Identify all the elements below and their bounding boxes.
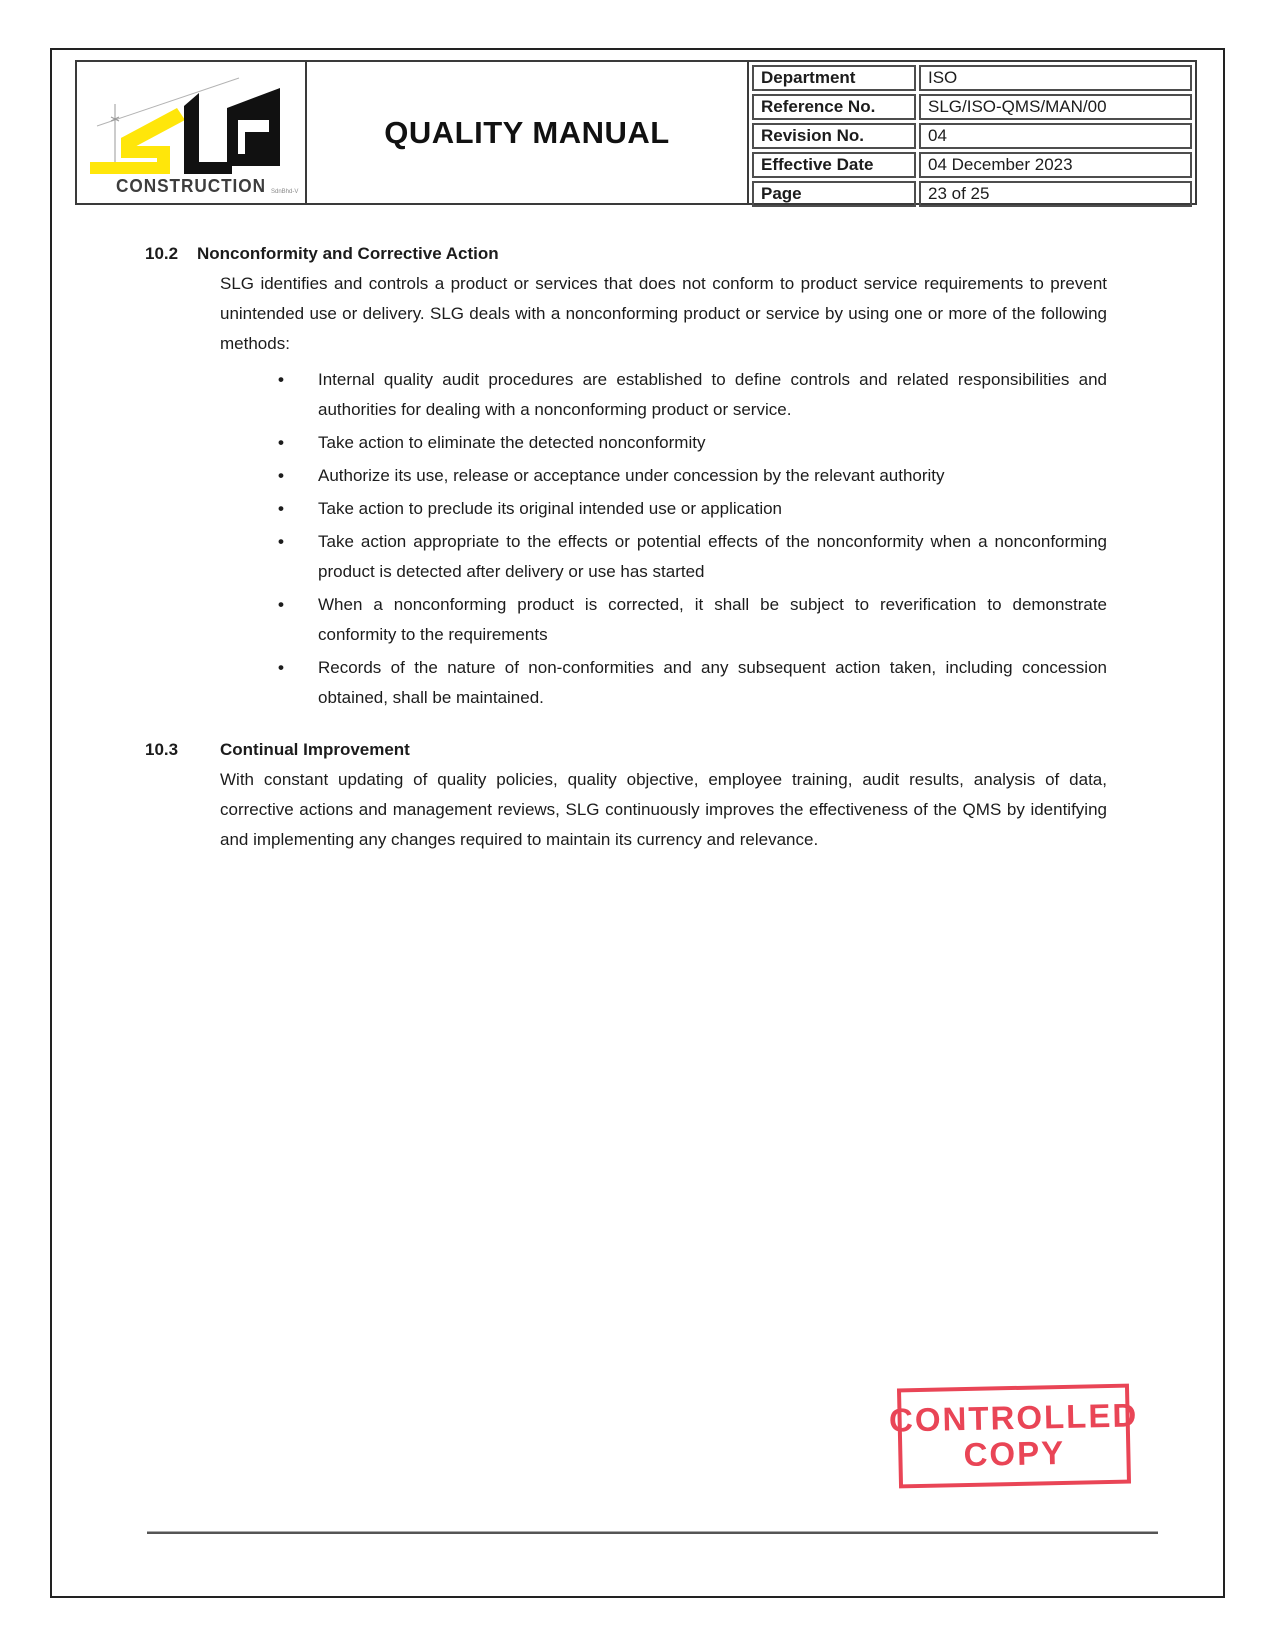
document-info-table <box>749 62 1195 210</box>
info-label: Department <box>752 65 916 91</box>
controlled-copy-stamp <box>888 1384 1139 1489</box>
bullet-item <box>145 461 1107 491</box>
info-value: 04 December 2023 <box>919 152 1192 178</box>
bullet-icon: • <box>278 499 284 518</box>
document-info-cell <box>749 62 1195 203</box>
info-row-page <box>752 181 1192 207</box>
footer-divider <box>147 1531 1158 1534</box>
section-10-2-heading <box>145 239 1107 269</box>
stamp-line-2: COPY <box>963 1433 1066 1474</box>
section-10-2-paragraph: SLG identifies and controls a product or services that does not conform to product service requirements to prevent unintended use or delivery. SLG deals with a nonconforming product or service by using one or more of the following methods: <box>220 274 1107 353</box>
logo-subtext: SdnBhd-V <box>271 189 299 195</box>
info-value: 04 <box>919 123 1192 149</box>
title-cell <box>307 62 749 203</box>
logo-letter-g-icon <box>227 88 280 166</box>
bullet-text: Authorize its use, release or acceptance under concession by the relevant authority <box>318 466 945 485</box>
info-row-department <box>752 65 1192 91</box>
bullet-text: Take action appropriate to the effects or potential effects of the nonconformity when a nonconforming product is detected after delivery or use has started <box>318 532 1107 581</box>
company-logo-cell <box>77 62 307 203</box>
bullet-item <box>145 494 1107 524</box>
bullet-item <box>145 428 1107 458</box>
bullet-text: Take action to eliminate the detected nonconformity <box>318 433 706 452</box>
bullet-icon: • <box>278 532 284 551</box>
nonconformity-bullet-list <box>145 365 1107 713</box>
logo-letter-s-icon <box>90 108 185 174</box>
bullet-text: Internal quality audit procedures are established to define controls and related responsibilities and authorities for dealing with a nonconforming product or service. <box>318 370 1107 419</box>
section-title: Nonconformity and Corrective Action <box>197 244 499 263</box>
info-label: Reference No. <box>752 94 916 120</box>
info-label: Revision No. <box>752 123 916 149</box>
bullet-icon: • <box>278 433 284 452</box>
section-number: 10.2 <box>145 244 179 263</box>
bullet-text: Records of the nature of non-conformities and any subsequent action taken, including concession obtained, shall be maintained. <box>318 658 1107 707</box>
bullet-item <box>145 590 1107 650</box>
document-title: QUALITY MANUAL <box>384 114 670 150</box>
section-number: 10.3 <box>145 740 179 759</box>
bullet-icon: • <box>278 595 284 614</box>
bullet-item <box>145 653 1107 713</box>
section-10-2 <box>145 239 1107 716</box>
info-value: ISO <box>919 65 1192 91</box>
bullet-icon: • <box>278 658 284 677</box>
bullet-text: Take action to preclude its original intended use or application <box>318 499 783 518</box>
info-row-reference <box>752 94 1192 120</box>
document-header <box>75 60 1197 205</box>
logo-wordmark: CONSTRUCTION <box>116 176 266 196</box>
info-label: Page <box>752 181 916 207</box>
bullet-item <box>145 365 1107 425</box>
section-title: Continual Improvement <box>220 740 410 759</box>
section-10-3-paragraph: With constant updating of quality policies, quality objective, employee training, audit results, analysis of data, corrective actions and management reviews, SLG continuously improves the effectiveness of the QMS by identifying and implementing any changes required to maintain its currency and relevance. <box>220 770 1107 849</box>
section-10-3 <box>145 735 1107 855</box>
info-value: SLG/ISO-QMS/MAN/00 <box>919 94 1192 120</box>
slg-construction-logo-icon <box>77 62 305 203</box>
info-label: Effective Date <box>752 152 916 178</box>
logo-letter-l-icon <box>184 93 232 174</box>
bullet-text: When a nonconforming product is corrected, it shall be subject to reverification to demonstrate conformity to the requirements <box>318 595 1107 644</box>
stamp-line-1: CONTROLLED <box>888 1396 1139 1439</box>
bullet-icon: • <box>278 370 284 389</box>
info-row-revision <box>752 123 1192 149</box>
info-row-effective-date <box>752 152 1192 178</box>
bullet-item <box>145 527 1107 587</box>
section-10-3-heading <box>145 735 1107 765</box>
bullet-icon: • <box>278 466 284 485</box>
info-value: 23 of 25 <box>919 181 1192 207</box>
